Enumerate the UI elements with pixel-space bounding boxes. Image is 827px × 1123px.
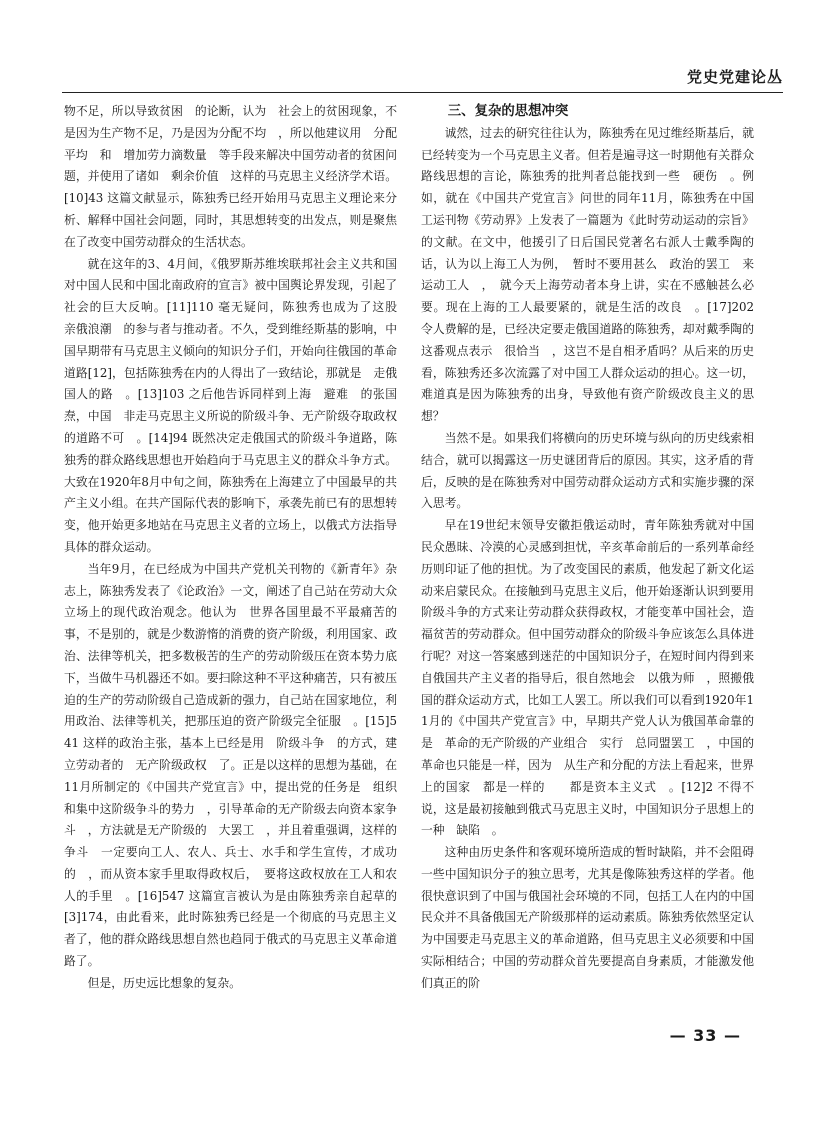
paragraph: 就在这年的3、4月间，《俄罗斯苏维埃联邦社会主义共和国对中国人民和中国北南政府的宣言》被中国舆论界发现，引起了社会的巨大反响。[11]110 毫无疑问，陈独秀也成为了这股 亲俄浪潮 的参与者与推动者。不久，受到维经斯基的影响，中国早期带有马克思主义倾向的知识分子们，开始向往俄国的革命道路[12]，包括陈独秀在内的人得出了一致结论，那就是 走俄国人的路 。[13]103 之后他告诉同样到上海 避难 的张国焘，中国 非走马克思主义所说的阶级斗争、无产阶级夺取政权的道路不可 。[14]94 既然决定走俄国式的阶级斗争道路，陈独秀的群众路线思想也开始趋向于马克思主义的群众斗争方式。大致在1920年8月中旬之间，陈独秀在上海建立了中国最早的共产主义小组。在共产国际代表的影响下，承袭先前已有的思想转变，他开始更多地站在马克思主义者的立场上，以俄式方法指导具体的群众运动。 [64,256,409,554]
paragraph: 当然不是。如果我们将横向的历史环境与纵向的历史线索相结合，就可以揭露这一历史谜团背后的原因。其实，这矛盾的背后，反映的是在陈独秀对中国劳动群众运动方式和实施步骤的深入思考。 [421,430,754,511]
paragraph: 诚然，过去的研究往往认为，陈独秀在见过维经斯基后，就已经转变为一个马克思主义者。但若是遍寻这一时期他有关群众路线思想的言论，陈独秀的批判者总能找到一些 硬伤 。例如，就在《中国共产党宣言》问世的同年11月，陈独秀在中国工运刊物《劳动界》上发表了一篇题为《此时劳动运动的宗旨》的文献。在文中，他援引了日后国民党著名右派人士戴季陶的话，认为以上海工人为例， 暂时不要用甚么 政治的罢工 来运动工人 ， 就今天上海劳动者本身上讲，实在不感触甚么必要。现在上海的工人最要紧的，就是生活的改良 。[17]202 令人费解的是，已经决定要走俄国道路的陈独秀，却对戴季陶的这番观点表示 很恰当 ，这岂不是自相矛盾吗？从后来的历史看，陈独秀还多次流露了对中国工人群众运动的担心。这一切，难道真是因为陈独秀的出身，导致他有资产阶级改良主义的思想？ [421,125,754,424]
section-heading: 三、复杂的思想冲突 [447,104,569,119]
paragraph: 早在19世纪末领导安徽拒俄运动时，青年陈独秀就对中国民众愚昧、冷漠的心灵感到担忧，辛亥革命前后的一系列革命经历则印证了他的担忧。为了改变国民的素质，他发起了新文化运动来启蒙民众。在接触到马克思主义后，他开始逐渐认识到要用阶级斗争的方式来让劳动群众获得政权，才能变革中国社会，造福贫苦的劳动群众。但中国劳动群众的阶级斗争应该怎么具体进行呢？对这一答案感到迷茫的中国知识分子，在短时间内得到来自俄国共产主义者的指导后，很自然地会 以俄为师 ，照搬俄国的群众运动方式，比如工人罢工。所以我们可以看到1920年11月的《中国共产党宣言》中，早期共产党人认为俄国革命靠的是 革命的无产阶级的产业组合 实行 总同盟罢工 ，中国的革命也只能是一样，因为 从生产和分配的方法上看起来，世界上的国家 都是一样的 都是资本主义式 。[12]2 不得不说，这是最初接触到俄式马克思主义时，中国知识分子思想上的一种 缺陷 。 [421,518,754,838]
paragraph: 当年9月，在已经成为中国共产党机关刊物的《新青年》杂志上，陈独秀发表了《论政治》一文，阐述了自己站在劳动大众立场上的现代政治观念。他认为 世界各国里最不平最痛苦的事，不是别的，就是少数游惰的消费的资产阶级，利用国家、政治、法律等机关，把多数极苦的生产的劳动阶级压在资本势力底下，当做牛马机器还不如。要扫除这种不平这种痛苦，只有被压迫的生产的劳动阶级自己造成新的强力，自己站在国家地位，利用政治、法律等机关，把那压迫的资产阶级完全征服 。[15]541 这样的政治主张，基本上已经是用 阶级斗争 的方式，建立劳动者的 无产阶级政权 了。正是以这样的思想为基础，在11月所制定的《中国共产党宣言》中，提出党的任务是 组织和集中这阶级争斗的势力 ，引导革命的无产阶级去向资本家争斗 ，方法就是无产阶级的 大罢工 ，并且着重强调，这样的争斗 一定要向工人、农人、兵士、水手和学生宣传，才成功的 ，而从资本家手里取得政权后， 要将这政权放在工人和农人的手里 。[16]547 这篇宣言被认为是由陈独秀亲自起草的[3]174，由此看来，此时陈独秀已经是一个彻底的马克思主义者了，他的群众路线思想自然也趋同于俄式的马克思主义革命道路了。 [64,561,397,969]
paragraph: 物不足，所以导致贫困 的论断，认为 社会上的贫困现象，不是因为生产物不足，乃是因为分配不均 ，所以他建议用 分配平均 和 增加劳力滴数量 等手段来解决中国劳动者的贫困问题，并使用了诸如 剩余价值 这样的马克思主义经济学术语。[10]43 这篇文献显示，陈独秀已经开始用马克思主义理论来分析、解释中国社会问题，同时，其思想转变的出发点，则是聚焦在了改变中国劳动群众的生活状态。 [64,104,397,249]
page-number: — 33 — [669,1026,741,1045]
paragraph: 但是，历史远比想象的复杂。 [87,975,241,990]
paragraph: 这种由历史条件和客观环境所造成的暂时缺陷，并不会阻碍一些中国知识分子的独立思考，尤其是像陈独秀这样的学者。他很快意识到了中国与俄国社会环境的不同，包括工人在内的中国民众并不具备俄国无产阶级那样的运动素质。陈独秀依然坚定认为中国要走马克思主义的革命道路，但马克思主义必须要和中国实际相结合；中国的劳动群众首先要提高自身素质，才能激发他们真正的阶 [421,845,754,990]
left-column [64,101,409,995]
right-column [421,101,754,995]
journal-title: 党史党建论丛 [686,68,783,86]
header-rule [62,92,783,93]
